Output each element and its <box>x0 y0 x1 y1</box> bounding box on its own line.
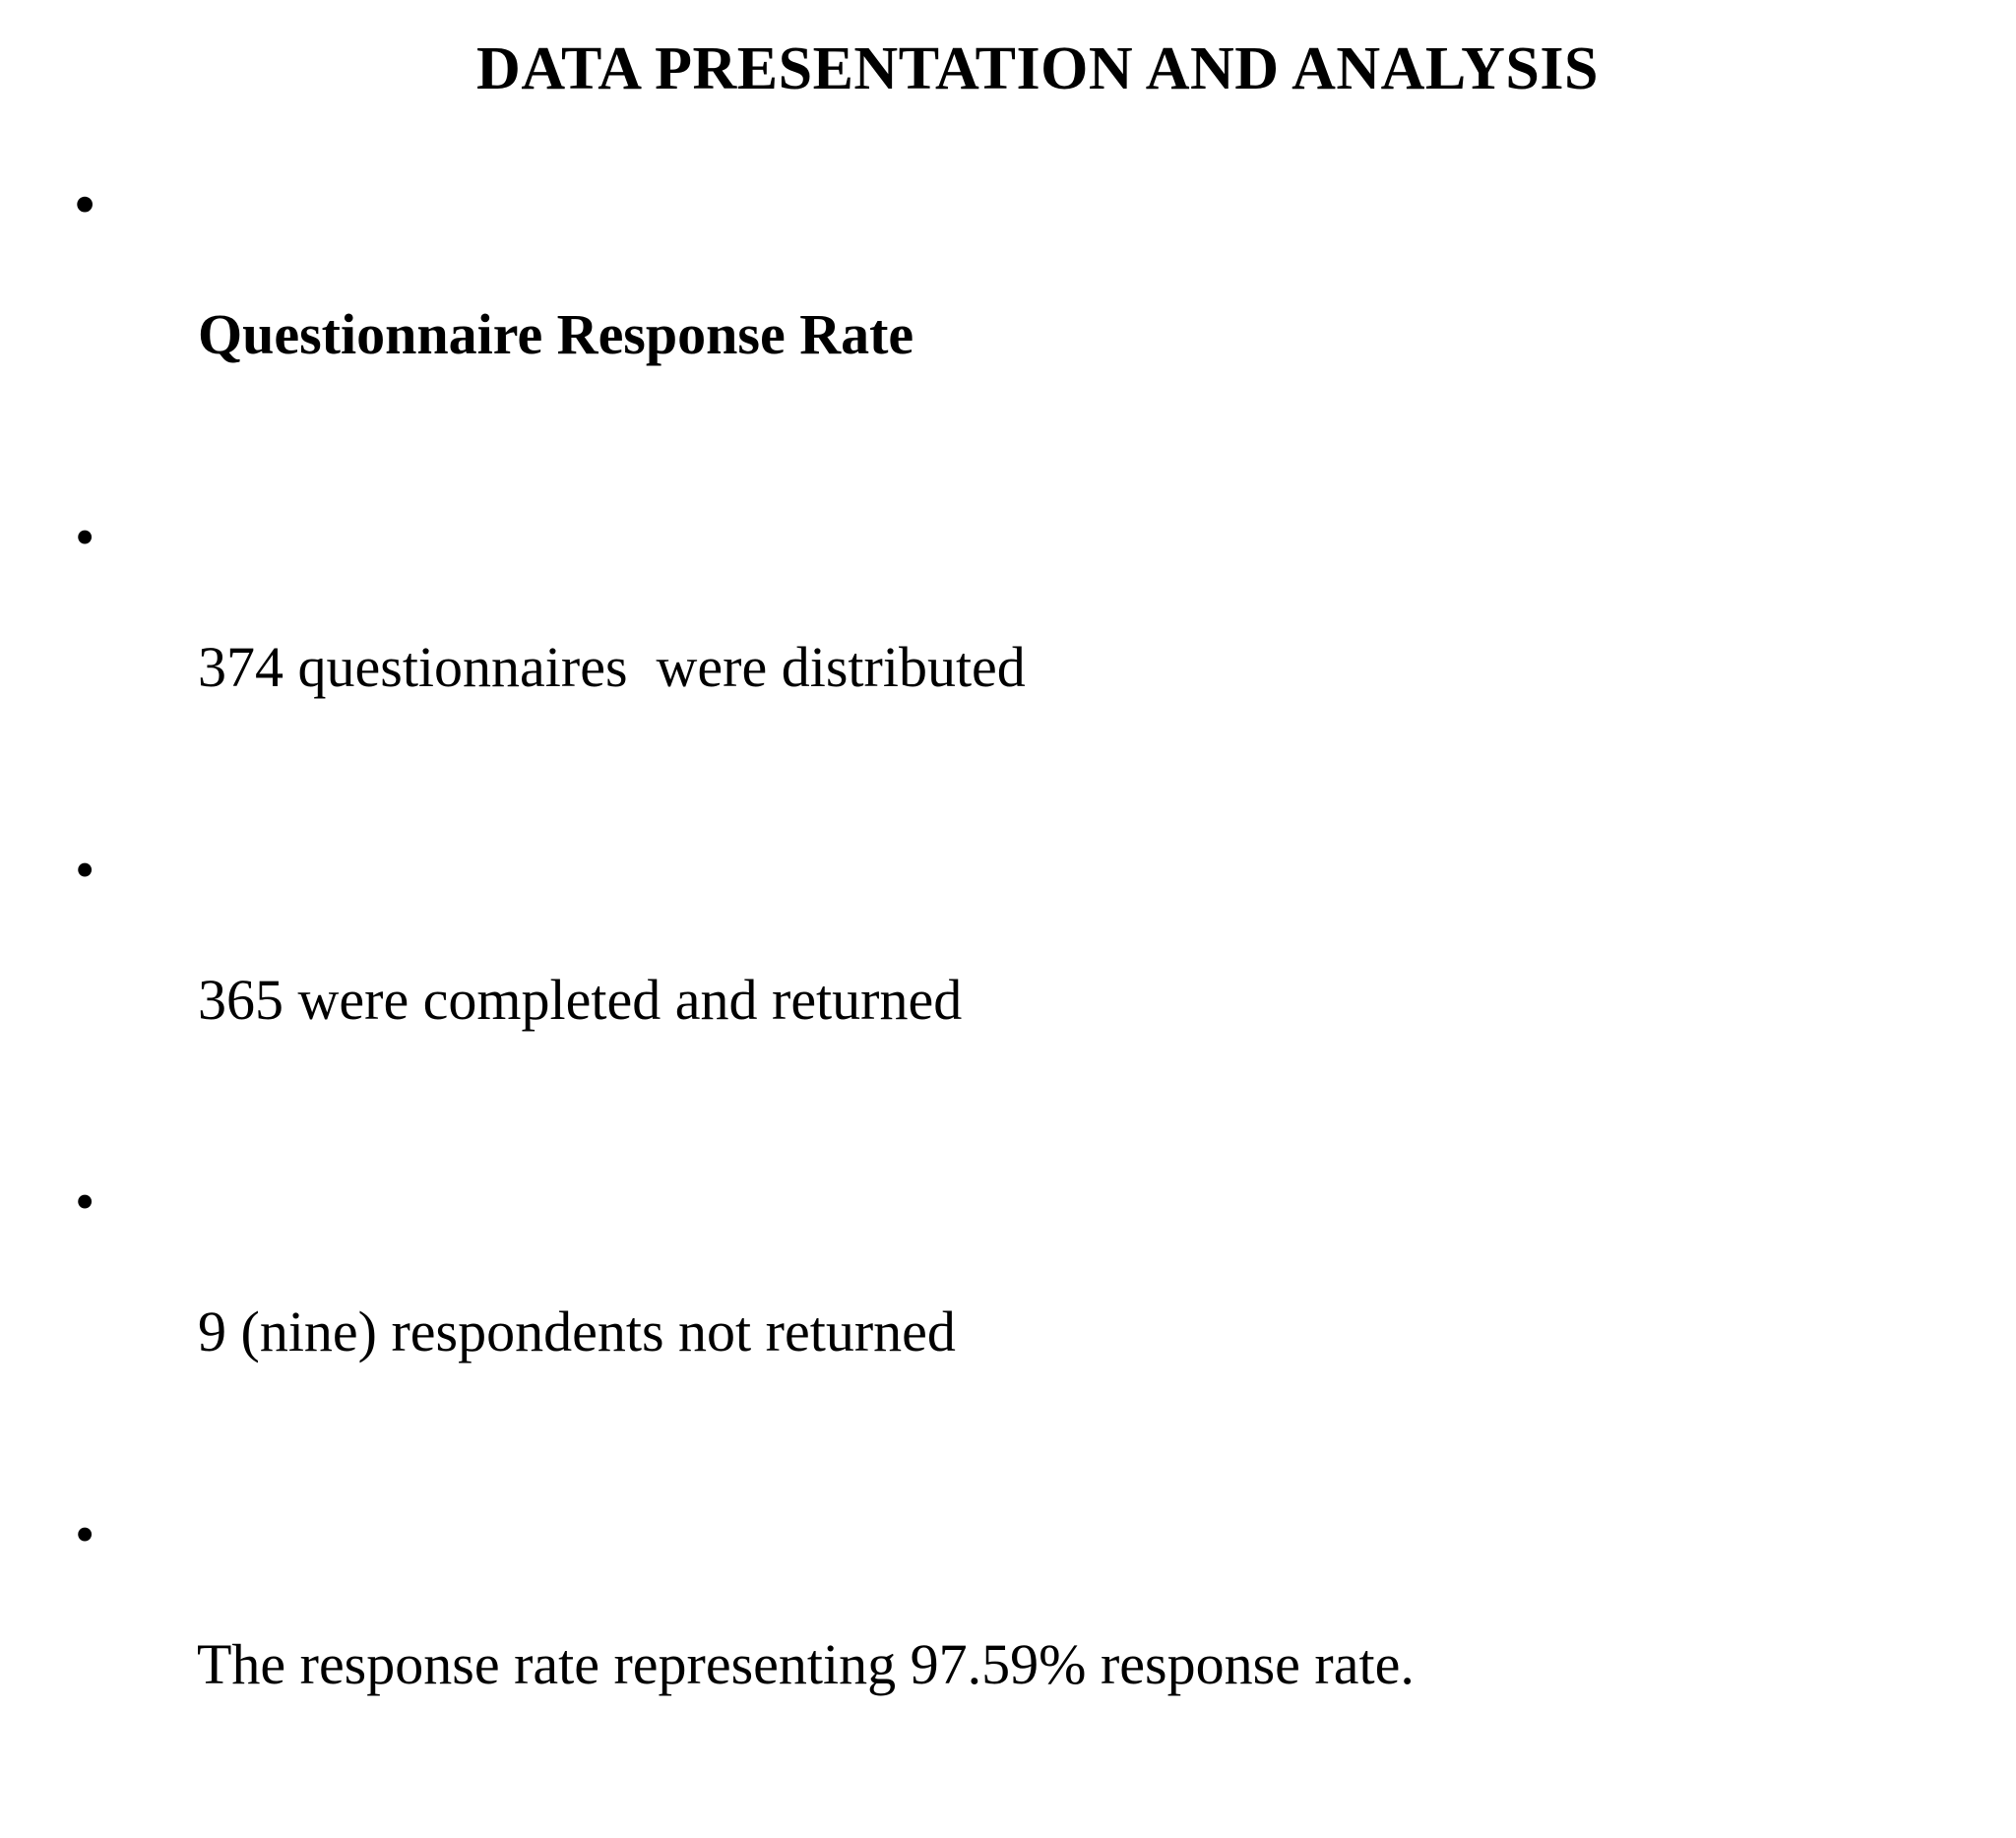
bullet-icon: • <box>75 1502 95 1567</box>
list-item <box>71 1170 1941 1428</box>
page-title: DATA PRESENTATION AND ANALYSIS <box>476 35 1599 102</box>
bullet-icon: • <box>75 1170 95 1235</box>
list-item-label: The response rate representing 97.59% response rate. <box>196 1632 1415 1697</box>
list-item <box>71 837 1941 1097</box>
list-item-label: 9 (nine) respondents not returned <box>198 1299 956 1364</box>
list-item-label: 365 were completed and returned <box>198 967 963 1032</box>
bullet-icon: • <box>75 172 95 236</box>
list-item-label: Questionnaire Response Rate <box>198 301 914 366</box>
bullet-list <box>71 172 1941 1838</box>
list-item-label: 374 questionnaires were distributed <box>198 634 1026 699</box>
bullet-icon: • <box>75 837 95 902</box>
list-item <box>71 504 1941 764</box>
list-item <box>71 172 1941 431</box>
bullet-icon: • <box>75 504 95 569</box>
list-item <box>71 1502 1941 1761</box>
